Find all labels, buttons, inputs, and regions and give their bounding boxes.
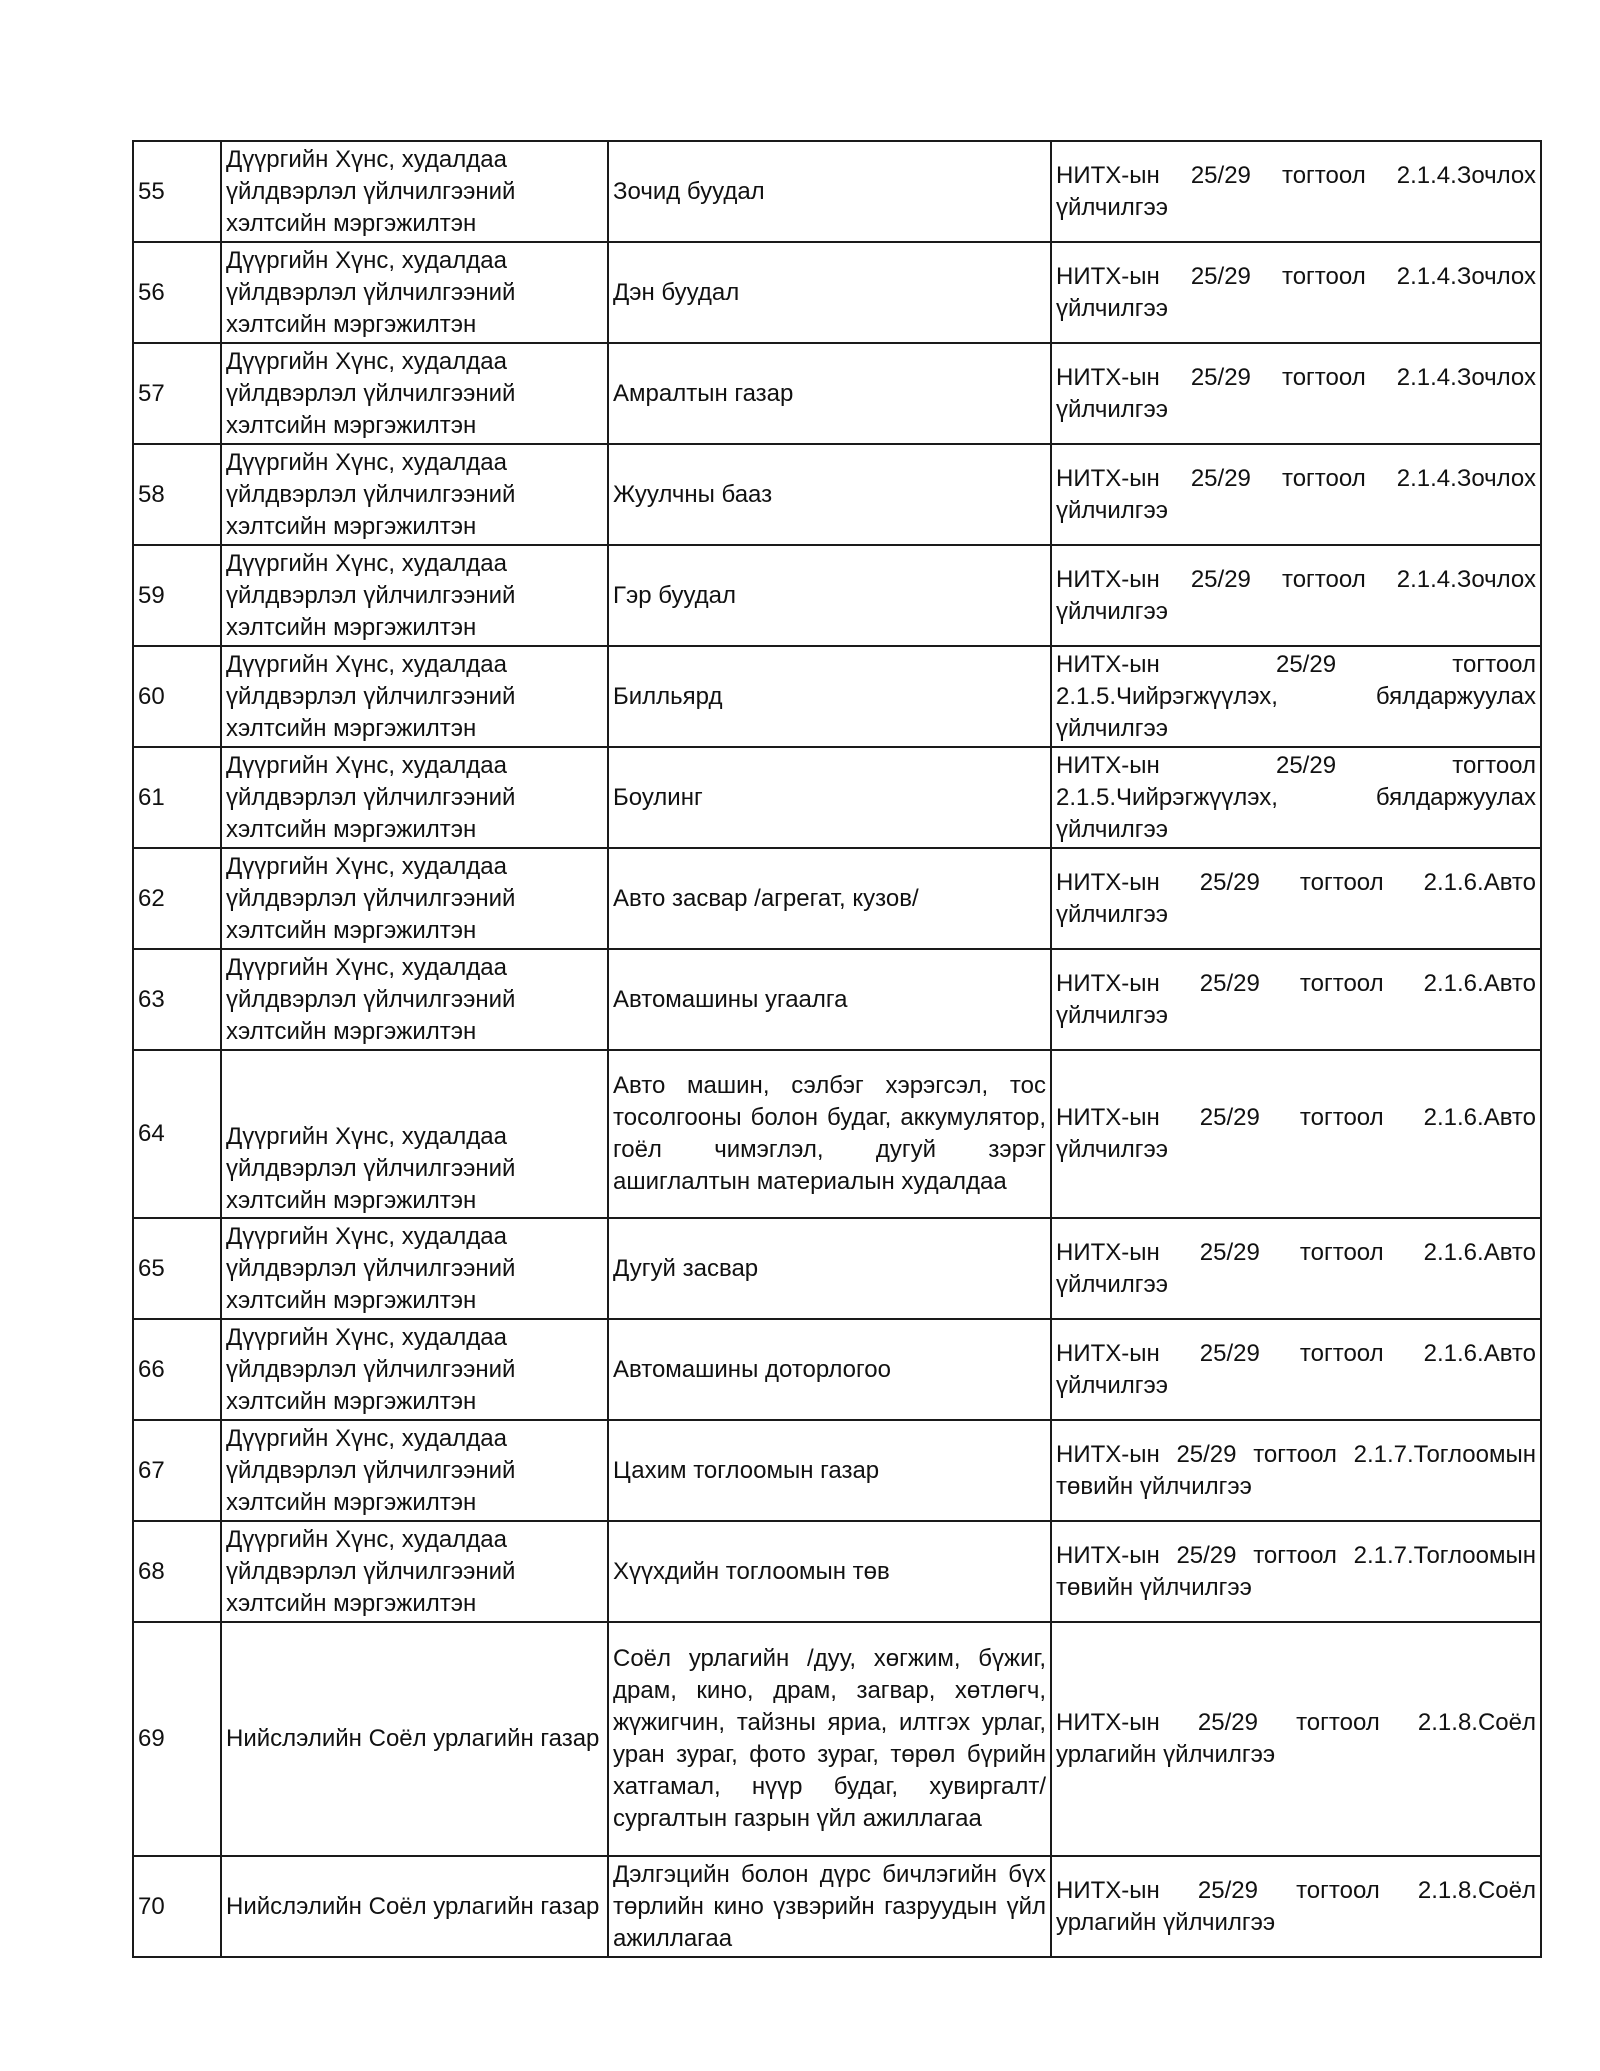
responsible-organization: Дүүргийн Хүнс, худалдаа үйлдвэрлэл үйлчилгээний хэлтсийн мэргэжилтэн: [221, 949, 608, 1050]
table-row: [133, 545, 1541, 646]
responsible-organization: Нийслэлийн Соёл урлагийн газар: [221, 1856, 608, 1957]
table-row: [133, 1622, 1541, 1856]
row-number: 70: [133, 1856, 221, 1957]
table-row: [133, 1420, 1541, 1521]
regulation-reference: НИТХ-ын 25/29 тогтоол 2.1.4.Зочлох үйлчилгээ: [1051, 545, 1541, 646]
activity-type: Авто засвар /агрегат, кузов/: [608, 848, 1051, 949]
table-row: [133, 747, 1541, 848]
regulation-reference: НИТХ-ын 25/29 тогтоол 2.1.4.Зочлох үйлчилгээ: [1051, 444, 1541, 545]
activity-type: Гэр буудал: [608, 545, 1051, 646]
regulation-reference: НИТХ-ын 25/29 тогтоол 2.1.6.Авто үйлчилгээ: [1051, 848, 1541, 949]
activity-type: Цахим тоглоомын газар: [608, 1420, 1051, 1521]
responsible-organization: Нийслэлийн Соёл урлагийн газар: [221, 1622, 608, 1856]
table-row: [133, 444, 1541, 545]
regulation-reference: НИТХ-ын 25/29 тогтоол 2.1.6.Авто үйлчилгээ: [1051, 949, 1541, 1050]
regulation-reference: НИТХ-ын 25/29 тогтоол 2.1.5.Чийрэгжүүлэх, бялдаржуулах үйлчилгээ: [1051, 646, 1541, 747]
row-number: 59: [133, 545, 221, 646]
responsible-organization: Дүүргийн Хүнс, худалдаа үйлдвэрлэл үйлчилгээний хэлтсийн мэргэжилтэн: [221, 1420, 608, 1521]
row-number: 63: [133, 949, 221, 1050]
activity-type: Жуулчны бааз: [608, 444, 1051, 545]
table-row: [133, 1218, 1541, 1319]
activity-type: Билльярд: [608, 646, 1051, 747]
responsible-organization: Дүүргийн Хүнс, худалдаа үйлдвэрлэл үйлчилгээний хэлтсийн мэргэжилтэн: [221, 848, 608, 949]
activity-type: Дэн буудал: [608, 242, 1051, 343]
regulation-reference: НИТХ-ын 25/29 тогтоол 2.1.6.Авто үйлчилгээ: [1051, 1218, 1541, 1319]
table-row: [133, 1856, 1541, 1957]
table-row: [133, 242, 1541, 343]
row-number: 65: [133, 1218, 221, 1319]
activity-type: Дэлгэцийн болон дүрс бичлэгийн бүх төрлийн кино үзвэрийн газруудын үйл ажиллагаа: [608, 1856, 1051, 1957]
activity-type: Соёл урлагийн /дуу, хөгжим, бүжиг, драм, кино, драм, загвар, хөтлөгч, жүжигчин, тайзны яриа, илтгэх урлаг, уран зураг, фото зураг, төрөл бүрийн хатгамал, нүүр будаг, хувиргалт/ сургалтын газрын үйл ажиллагаа: [608, 1622, 1051, 1856]
table-row: [133, 141, 1541, 242]
responsible-organization: Дүүргийн Хүнс, худалдаа үйлдвэрлэл үйлчилгээний хэлтсийн мэргэжилтэн: [221, 1521, 608, 1622]
regulation-reference: НИТХ-ын 25/29 тогтоол 2.1.4.Зочлох үйлчилгээ: [1051, 343, 1541, 444]
responsible-organization: Дүүргийн Хүнс, худалдаа үйлдвэрлэл үйлчилгээний хэлтсийн мэргэжилтэн: [221, 242, 608, 343]
table-row: [133, 1521, 1541, 1622]
activity-type: Амралтын газар: [608, 343, 1051, 444]
activity-type: Авто машин, сэлбэг хэрэгсэл, тос тосолгооны болон будаг, аккумулятор, гоёл чимэглэл, дугуй зэрэг ашиглалтын материалын худалдаа: [608, 1050, 1051, 1218]
activity-type: Хүүхдийн тоглоомын төв: [608, 1521, 1051, 1622]
table-row: [133, 848, 1541, 949]
responsible-organization: Дүүргийн Хүнс, худалдаа үйлдвэрлэл үйлчилгээний хэлтсийн мэргэжилтэн: [221, 1050, 608, 1218]
regulation-reference: НИТХ-ын 25/29 тогтоол 2.1.8.Соёл урлагийн үйлчилгээ: [1051, 1856, 1541, 1957]
row-number: 69: [133, 1622, 221, 1856]
regulation-reference: НИТХ-ын 25/29 тогтоол 2.1.5.Чийрэгжүүлэх, бялдаржуулах үйлчилгээ: [1051, 747, 1541, 848]
row-number: 61: [133, 747, 221, 848]
responsible-organization: Дүүргийн Хүнс, худалдаа үйлдвэрлэл үйлчилгээний хэлтсийн мэргэжилтэн: [221, 343, 608, 444]
activity-type: Дугуй засвар: [608, 1218, 1051, 1319]
row-number: 64: [133, 1050, 221, 1218]
responsible-organization: Дүүргийн Хүнс, худалдаа үйлдвэрлэл үйлчилгээний хэлтсийн мэргэжилтэн: [221, 747, 608, 848]
regulation-reference: НИТХ-ын 25/29 тогтоол 2.1.4.Зочлох үйлчилгээ: [1051, 242, 1541, 343]
regulation-table: [132, 140, 1542, 1958]
activity-type: Автомашины доторлогоо: [608, 1319, 1051, 1420]
responsible-organization: Дүүргийн Хүнс, худалдаа үйлдвэрлэл үйлчилгээний хэлтсийн мэргэжилтэн: [221, 444, 608, 545]
activity-type: Боулинг: [608, 747, 1051, 848]
row-number: 60: [133, 646, 221, 747]
row-number: 62: [133, 848, 221, 949]
table-row: [133, 949, 1541, 1050]
row-number: 68: [133, 1521, 221, 1622]
row-number: 67: [133, 1420, 221, 1521]
row-number: 57: [133, 343, 221, 444]
responsible-organization: Дүүргийн Хүнс, худалдаа үйлдвэрлэл үйлчилгээний хэлтсийн мэргэжилтэн: [221, 1218, 608, 1319]
table-row: [133, 646, 1541, 747]
row-number: 66: [133, 1319, 221, 1420]
activity-type: Автомашины угаалга: [608, 949, 1051, 1050]
table-row: [133, 343, 1541, 444]
regulation-reference: НИТХ-ын 25/29 тогтоол 2.1.7.Тоглоомын төвийн үйлчилгээ: [1051, 1521, 1541, 1622]
table-row: [133, 1050, 1541, 1218]
regulation-reference: НИТХ-ын 25/29 тогтоол 2.1.6.Авто үйлчилгээ: [1051, 1319, 1541, 1420]
row-number: 56: [133, 242, 221, 343]
responsible-organization: Дүүргийн Хүнс, худалдаа үйлдвэрлэл үйлчилгээний хэлтсийн мэргэжилтэн: [221, 141, 608, 242]
table-body: [133, 141, 1541, 1957]
regulation-reference: НИТХ-ын 25/29 тогтоол 2.1.7.Тоглоомын төвийн үйлчилгээ: [1051, 1420, 1541, 1521]
regulation-reference: НИТХ-ын 25/29 тогтоол 2.1.6.Авто үйлчилгээ: [1051, 1050, 1541, 1218]
regulation-reference: НИТХ-ын 25/29 тогтоол 2.1.8.Соёл урлагийн үйлчилгээ: [1051, 1622, 1541, 1856]
table-row: [133, 1319, 1541, 1420]
responsible-organization: Дүүргийн Хүнс, худалдаа үйлдвэрлэл үйлчилгээний хэлтсийн мэргэжилтэн: [221, 545, 608, 646]
responsible-organization: Дүүргийн Хүнс, худалдаа үйлдвэрлэл үйлчилгээний хэлтсийн мэргэжилтэн: [221, 1319, 608, 1420]
row-number: 58: [133, 444, 221, 545]
regulation-reference: НИТХ-ын 25/29 тогтоол 2.1.4.Зочлох үйлчилгээ: [1051, 141, 1541, 242]
row-number: 55: [133, 141, 221, 242]
responsible-organization: Дүүргийн Хүнс, худалдаа үйлдвэрлэл үйлчилгээний хэлтсийн мэргэжилтэн: [221, 646, 608, 747]
activity-type: Зочид буудал: [608, 141, 1051, 242]
